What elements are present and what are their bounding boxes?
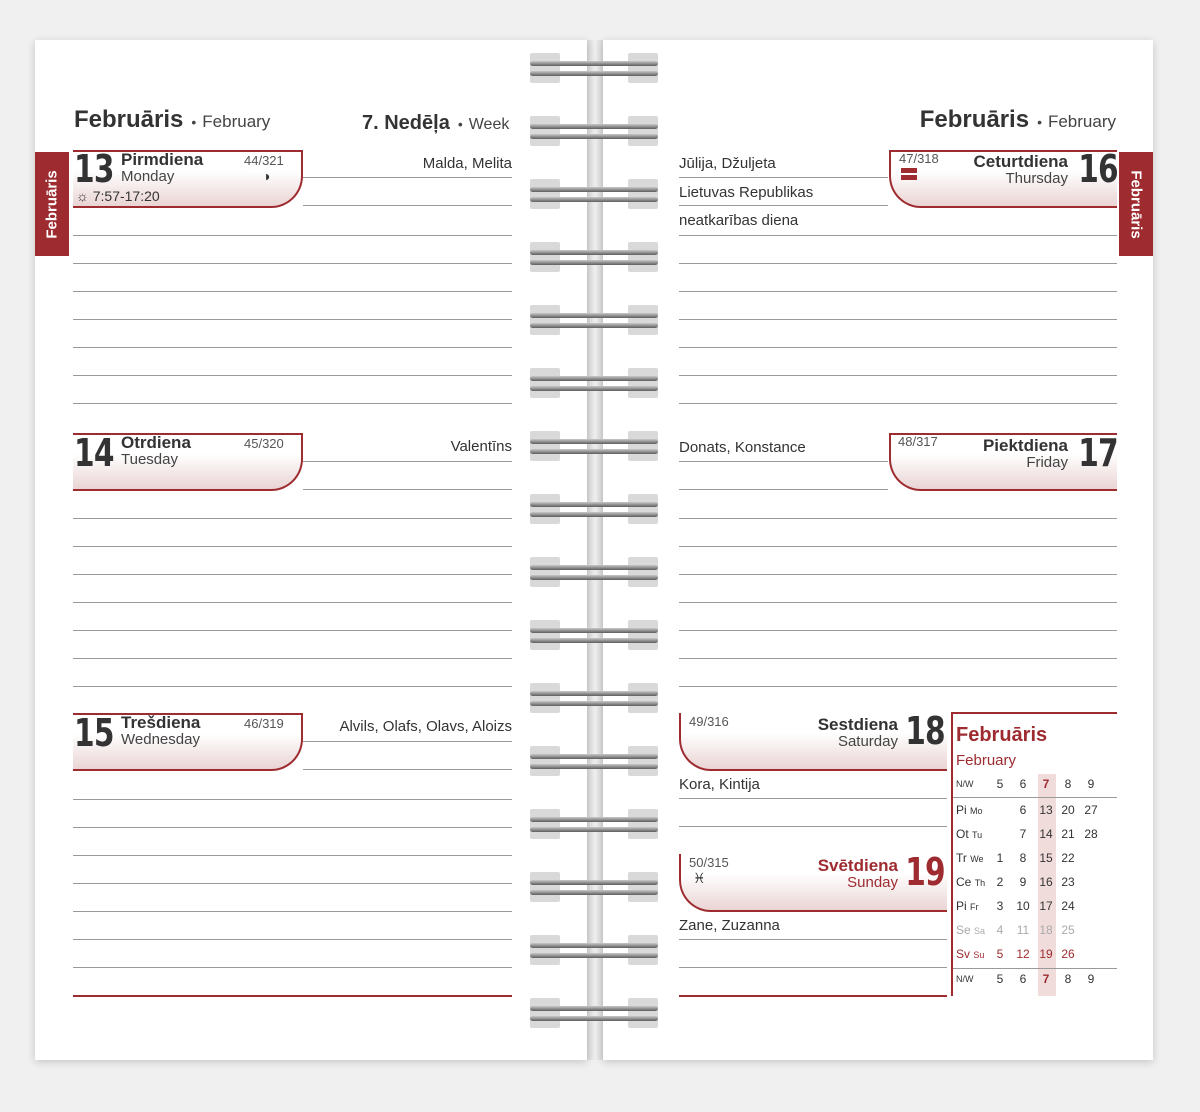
calendar-date: 19 xyxy=(1039,947,1053,961)
sunrise-sunset: ☼ 7:57-17:20 xyxy=(76,188,160,204)
writing-line xyxy=(679,967,947,968)
writing-line xyxy=(303,489,512,490)
day-16-number: 16 xyxy=(1078,147,1118,191)
writing-line xyxy=(679,686,1117,687)
writing-line xyxy=(679,939,947,940)
day-14-number: 14 xyxy=(74,431,114,475)
calendar-date: 11 xyxy=(1016,923,1030,937)
writing-line xyxy=(679,826,947,827)
weekday-label: Ce Th xyxy=(956,875,986,889)
calendar-date: 23 xyxy=(1061,875,1075,889)
day-16-holiday-line2: neatkarības diena xyxy=(679,212,799,229)
writing-line xyxy=(679,403,1117,404)
week-number: 8 xyxy=(1064,777,1072,791)
rule xyxy=(303,741,512,742)
day-17-count: 48/317 xyxy=(898,434,938,449)
binding-ring xyxy=(530,181,658,207)
day-13-name-lv: Pirmdiena xyxy=(121,150,204,169)
day-19-count: 50/315 xyxy=(689,855,729,870)
week-number: 7 xyxy=(1042,972,1050,986)
latvian-flag-icon xyxy=(901,168,917,180)
rule xyxy=(303,461,512,462)
binding-ring xyxy=(530,433,658,459)
calendar-date: 5 xyxy=(996,947,1004,961)
writing-line xyxy=(73,939,512,940)
calendar-date: 15 xyxy=(1039,851,1053,865)
month-tab-left[interactable]: Februāris xyxy=(35,152,69,256)
day-15-name-en: Wednesday xyxy=(121,731,200,748)
binding-ring xyxy=(530,55,658,81)
day-13-count: 44/321 xyxy=(244,153,284,168)
calendar-date: 7 xyxy=(1019,827,1027,841)
day-16-count: 47/318 xyxy=(899,151,939,166)
day-14-count: 45/320 xyxy=(244,436,284,451)
calendar-date: 22 xyxy=(1061,851,1075,865)
day-14-name-lv: Otrdiena xyxy=(121,433,191,452)
calendar-date: 17 xyxy=(1039,899,1053,913)
calendar-date: 10 xyxy=(1016,899,1030,913)
writing-line xyxy=(679,546,1117,547)
writing-line xyxy=(73,799,512,800)
calendar-date: 24 xyxy=(1061,899,1075,913)
writing-line xyxy=(73,347,512,348)
calendar-date: 20 xyxy=(1061,803,1075,817)
writing-line xyxy=(73,235,512,236)
weekday-label: Tr We xyxy=(956,851,984,865)
day-15-number: 15 xyxy=(74,711,114,755)
writing-line xyxy=(679,319,1117,320)
mini-cal-rule xyxy=(953,968,1117,969)
writing-line xyxy=(73,291,512,292)
mini-cal-title: Februāris xyxy=(956,724,1048,746)
calendar-date: 3 xyxy=(996,899,1004,913)
writing-line xyxy=(73,630,512,631)
calendar-date: 1 xyxy=(996,851,1004,865)
mini-cal-subtitle: February xyxy=(956,752,1017,769)
day-16-name-en: Thursday xyxy=(1005,170,1068,187)
writing-line xyxy=(679,263,1117,264)
day-18-name-en: Saturday xyxy=(837,733,898,750)
writing-line xyxy=(73,827,512,828)
mini-cal-left-rule xyxy=(951,712,953,996)
week-number: 5 xyxy=(996,777,1004,791)
writing-line xyxy=(73,546,512,547)
day-19-namedays: Zane, Zuzanna xyxy=(679,917,780,934)
writing-line xyxy=(679,235,1117,236)
calendar-date: 26 xyxy=(1061,947,1075,961)
weekday-label: Se Sa xyxy=(956,923,986,937)
day-13-name-en: Monday xyxy=(121,168,175,185)
weekday-label: Pi Fr xyxy=(956,899,979,913)
day-16-nameday: Jūlija, Džuljeta xyxy=(679,155,776,172)
calendar-date: 12 xyxy=(1016,947,1030,961)
binding-ring xyxy=(530,874,658,900)
writing-line xyxy=(73,602,512,603)
day-15-name-lv: Trešdiena xyxy=(121,713,201,732)
writing-line xyxy=(679,291,1117,292)
day-16-holiday-line1: Lietuvas Republikas xyxy=(679,184,814,201)
calendar-date: 14 xyxy=(1039,827,1053,841)
binding-ring xyxy=(530,244,658,270)
mini-cal-weeks-top-label: N/W xyxy=(956,779,974,789)
half-moon-icon: ◑ xyxy=(262,168,271,184)
calendar-date: 21 xyxy=(1061,827,1075,841)
week-number: 5 xyxy=(996,972,1004,986)
writing-line xyxy=(679,347,1117,348)
day-18-number: 18 xyxy=(905,709,945,753)
writing-line xyxy=(679,630,1117,631)
binding-ring xyxy=(530,118,658,144)
writing-line xyxy=(73,658,512,659)
weekday-label: Ot Tu xyxy=(956,827,983,841)
writing-line xyxy=(679,518,1117,519)
calendar-date: 2 xyxy=(996,875,1004,889)
day-14-namedays: Valentīns xyxy=(450,438,512,455)
writing-line xyxy=(679,489,888,490)
sun-icon: ☼ xyxy=(76,188,89,204)
day-13-number: 13 xyxy=(74,147,114,191)
calendar-date: 6 xyxy=(1019,803,1027,817)
week-number: 6 xyxy=(1019,972,1027,986)
writing-line xyxy=(73,403,512,404)
pisces-zodiac-icon: ♓ xyxy=(693,870,706,886)
writing-line xyxy=(679,658,1117,659)
rule xyxy=(303,177,512,178)
mini-cal-weeks-bottom-label: N/W xyxy=(956,974,974,984)
week-number: 7 xyxy=(1042,777,1050,791)
section-end-rule xyxy=(73,995,512,997)
month-tab-right[interactable]: Februāris xyxy=(1119,152,1153,256)
writing-line xyxy=(679,375,1117,376)
mini-cal-rule xyxy=(953,797,1117,798)
day-15-namedays: Alvils, Olafs, Olavs, Aloizs xyxy=(339,718,512,735)
writing-line xyxy=(73,518,512,519)
week-number: 8 xyxy=(1064,972,1072,986)
writing-line xyxy=(679,574,1117,575)
day-18-name-lv: Sestdiena xyxy=(817,715,898,734)
rule xyxy=(679,461,888,462)
binding-ring xyxy=(530,622,658,648)
writing-line xyxy=(73,263,512,264)
writing-line xyxy=(73,967,512,968)
calendar-date: 4 xyxy=(996,923,1004,937)
binding-ring xyxy=(530,937,658,963)
day-19-name-en: Sunday xyxy=(847,874,898,891)
calendar-date: 8 xyxy=(1019,851,1027,865)
writing-line xyxy=(679,602,1117,603)
binding-ring xyxy=(530,1000,658,1026)
binding-ring xyxy=(530,496,658,522)
week-number: 9 xyxy=(1087,777,1095,791)
calendar-date: 9 xyxy=(1019,875,1027,889)
day-17-namedays: Donats, Konstance xyxy=(679,439,806,456)
day-14-name-en: Tuesday xyxy=(121,451,178,468)
writing-line xyxy=(303,769,512,770)
calendar-date: 27 xyxy=(1084,803,1098,817)
day-13-namedays: Malda, Melita xyxy=(422,155,512,172)
writing-line xyxy=(679,205,888,206)
calendar-date: 18 xyxy=(1039,923,1053,937)
day-17-name-lv: Piektdiena xyxy=(982,436,1068,455)
day-15-count: 46/319 xyxy=(244,716,284,731)
writing-line xyxy=(73,319,512,320)
day-17-number: 17 xyxy=(1078,431,1118,475)
day-17-name-en: Friday xyxy=(1026,454,1068,471)
calendar-date: 13 xyxy=(1039,803,1053,817)
binding-ring xyxy=(530,307,658,333)
left-header-week: 7. Nedēļa • Week xyxy=(362,112,510,134)
rule xyxy=(679,177,888,178)
writing-line xyxy=(73,574,512,575)
week-number: 6 xyxy=(1019,777,1027,791)
weekday-label: Sv Su xyxy=(956,947,985,961)
writing-line xyxy=(73,883,512,884)
writing-line xyxy=(303,205,512,206)
writing-line xyxy=(73,911,512,912)
writing-line xyxy=(73,686,512,687)
day-19-number: 19 xyxy=(905,850,945,894)
left-header-month: Februāris • February xyxy=(74,106,271,133)
calendar-date: 28 xyxy=(1084,827,1098,841)
week-number: 9 xyxy=(1087,972,1095,986)
binding-ring xyxy=(530,685,658,711)
day-18-namedays: Kora, Kintija xyxy=(679,776,760,793)
day-18-count: 49/316 xyxy=(689,714,729,729)
section-end-rule xyxy=(679,995,947,997)
writing-line xyxy=(679,798,947,799)
weekday-label: Pi Mo xyxy=(956,803,983,817)
binding-ring xyxy=(530,559,658,585)
mini-cal-top-rule xyxy=(951,712,1117,714)
binding-ring xyxy=(530,748,658,774)
binding-ring xyxy=(530,370,658,396)
calendar-date: 25 xyxy=(1061,923,1075,937)
calendar-date: 16 xyxy=(1039,875,1053,889)
writing-line xyxy=(73,855,512,856)
day-16-name-lv: Ceturtdiena xyxy=(973,152,1068,171)
binding-ring xyxy=(530,811,658,837)
right-header-month: Februāris • February xyxy=(919,106,1116,133)
writing-line xyxy=(73,375,512,376)
day-19-name-lv: Svētdiena xyxy=(817,856,898,875)
